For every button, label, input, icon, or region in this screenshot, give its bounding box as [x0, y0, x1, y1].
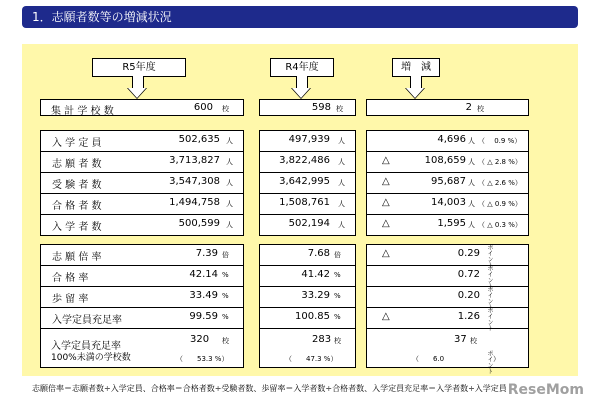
row-divider [259, 307, 356, 308]
school-count-r5: 600 [193, 102, 213, 113]
row-divider [259, 193, 356, 194]
r4-value: 3,642,995 [279, 176, 330, 187]
point-unit: ポイント [486, 286, 493, 310]
row-divider [40, 214, 244, 215]
unit: 人 [226, 158, 233, 166]
row-divider [259, 286, 356, 287]
point-unit: ポイント [486, 307, 493, 331]
decrease-icon: △ [382, 248, 390, 259]
school-count-r4-box [259, 99, 356, 116]
row-divider [40, 151, 244, 152]
row-divider [366, 265, 529, 266]
section-title: 1．志願者数等の増減状況 [32, 10, 172, 24]
rate-label: 志 願 倍 率 [52, 252, 102, 263]
below-100-label-line2: 100%未満の学校数 [51, 353, 131, 363]
r4-value: 502,194 [288, 218, 330, 229]
unit: 人 [468, 221, 475, 229]
unit: 校 [334, 337, 341, 345]
arrow-stem-change [410, 76, 422, 88]
change-pct: （ △ 2.8 %） [478, 158, 522, 166]
decrease-icon: △ [382, 155, 390, 166]
r4-rate: 100.85 [295, 311, 330, 322]
school-count-change-box [366, 99, 529, 116]
change-rate: 0.72 [457, 269, 480, 280]
rates-r4-box [259, 244, 356, 368]
r4-value: 1,508,761 [279, 197, 330, 208]
unit: % [222, 292, 229, 300]
rates-change-box [366, 244, 529, 368]
unit: 校 [470, 337, 477, 345]
unit: 人 [468, 137, 475, 145]
unit: % [334, 292, 341, 300]
r5-value: 3,713,827 [169, 155, 220, 166]
row-divider [366, 307, 529, 308]
r4-rate: 7.68 [307, 248, 330, 259]
resemom-logo: ReseMom [507, 382, 584, 398]
arrow-stem-r4 [296, 76, 308, 88]
decrease-icon: △ [382, 176, 390, 187]
unit: 人 [468, 200, 475, 208]
below-100-label-line1: 入学定員充足率 [51, 341, 121, 352]
school-count-r4: 598 [311, 102, 331, 113]
school-count-label: 集 計 学 校 数 [51, 106, 114, 117]
school-count-r5-box [40, 99, 244, 116]
unit: % [222, 271, 229, 279]
point-unit: ポイント [486, 265, 493, 289]
r4-value: 3,822,486 [279, 155, 330, 166]
r4-rate: 33.29 [301, 290, 330, 301]
unit: 人 [226, 221, 233, 229]
change-rate: 1.26 [457, 311, 480, 322]
change-value: 1,595 [437, 218, 466, 229]
change-rate: 0.29 [457, 248, 480, 259]
change-value: 95,687 [431, 176, 466, 187]
decrease-icon: △ [382, 218, 390, 229]
r4-rate: 41.42 [301, 269, 330, 280]
r5-rate: 33.49 [189, 290, 218, 301]
row-divider [40, 172, 244, 173]
unit: 人 [226, 179, 233, 187]
below-100-change-pct-close: ） [493, 355, 500, 363]
unit: % [334, 271, 341, 279]
r5-rate: 42.14 [189, 269, 218, 280]
footnote: 志願倍率＝志願者数÷入学定員、合格率＝合格者数÷受験者数、歩留率＝入学者数÷合格者数、入学定員充足率＝入学者数÷入学定員 [32, 384, 507, 393]
row-divider [366, 172, 529, 173]
unit: 人 [338, 200, 345, 208]
header-change: 増 減 [392, 58, 440, 77]
row-divider [259, 172, 356, 173]
point-unit: ポイント [486, 244, 493, 268]
row-label: 合 格 者 数 [52, 201, 102, 212]
row-divider [366, 328, 529, 329]
unit: 人 [226, 137, 233, 145]
rate-label: 歩 留 率 [52, 294, 89, 305]
change-value: 108,659 [424, 155, 466, 166]
change-pct: （ △ 2.6 %） [478, 179, 522, 187]
r5-value: 500,599 [178, 218, 220, 229]
below-100-r5: 320 [190, 334, 210, 345]
r5-value: 502,635 [178, 134, 220, 145]
unit: 倍 [334, 251, 341, 259]
point-unit: ポイント [486, 350, 493, 374]
row-label: 入 学 者 数 [52, 222, 102, 233]
unit: % [334, 313, 341, 321]
rate-label: 合 格 率 [52, 273, 89, 284]
down-arrow-icon-fill [406, 88, 424, 98]
unit: 校 [222, 105, 229, 113]
row-divider [366, 151, 529, 152]
row-label: 受 験 者 数 [52, 180, 102, 191]
unit: 人 [468, 158, 475, 166]
decrease-icon: △ [382, 197, 390, 208]
unit: 人 [338, 137, 345, 145]
unit: 校 [477, 105, 484, 113]
unit: 人 [338, 158, 345, 166]
change-pct: （ △ 0.9 %） [478, 200, 522, 208]
row-divider [366, 286, 529, 287]
change-pct: （ 0.9 %） [478, 137, 522, 145]
change-value: 14,003 [431, 197, 466, 208]
below-100-r4-pct: （ 47.3 %） [285, 355, 338, 363]
row-divider [259, 151, 356, 152]
row-divider [40, 286, 244, 287]
down-arrow-icon-fill [292, 88, 310, 98]
unit: % [222, 313, 229, 321]
arrow-stem-r5 [132, 76, 144, 88]
below-100-r5-pct: （ 53.3 %） [176, 355, 229, 363]
change-pct: （ △ 0.3 %） [478, 221, 522, 229]
row-divider [366, 214, 529, 215]
change-value: 4,696 [437, 134, 466, 145]
rate-label: 入学定員充足率 [52, 315, 122, 326]
row-divider [366, 193, 529, 194]
r5-rate: 7.39 [195, 248, 218, 259]
row-divider [259, 328, 356, 329]
decrease-icon: △ [382, 311, 390, 322]
row-divider [40, 307, 244, 308]
unit: 人 [468, 179, 475, 187]
unit: 人 [338, 179, 345, 187]
unit: 校 [222, 337, 229, 345]
unit: 倍 [222, 251, 229, 259]
school-count-change: 2 [465, 102, 472, 113]
below-100-r4: 283 [312, 334, 332, 345]
header-r5: R5年度 [92, 58, 186, 77]
below-100-change: 37 [454, 334, 467, 345]
row-label: 志 願 者 数 [52, 159, 102, 170]
row-divider [259, 214, 356, 215]
r5-value: 3,547,308 [169, 176, 220, 187]
section-banner [22, 6, 578, 28]
unit: 人 [338, 221, 345, 229]
change-rate: 0.20 [457, 290, 480, 301]
down-arrow-icon-fill [128, 88, 146, 98]
row-divider [40, 193, 244, 194]
row-divider [259, 265, 356, 266]
row-divider [40, 265, 244, 266]
row-divider [40, 328, 244, 329]
row-label: 入 学 定 員 [52, 138, 102, 149]
unit: 校 [336, 105, 343, 113]
r5-rate: 99.59 [189, 311, 218, 322]
unit: 人 [226, 200, 233, 208]
header-r4: R4年度 [270, 58, 334, 77]
below-100-change-pct: （ 6.0 [412, 355, 445, 363]
r5-value: 1,494,758 [169, 197, 220, 208]
r4-value: 497,939 [288, 134, 330, 145]
